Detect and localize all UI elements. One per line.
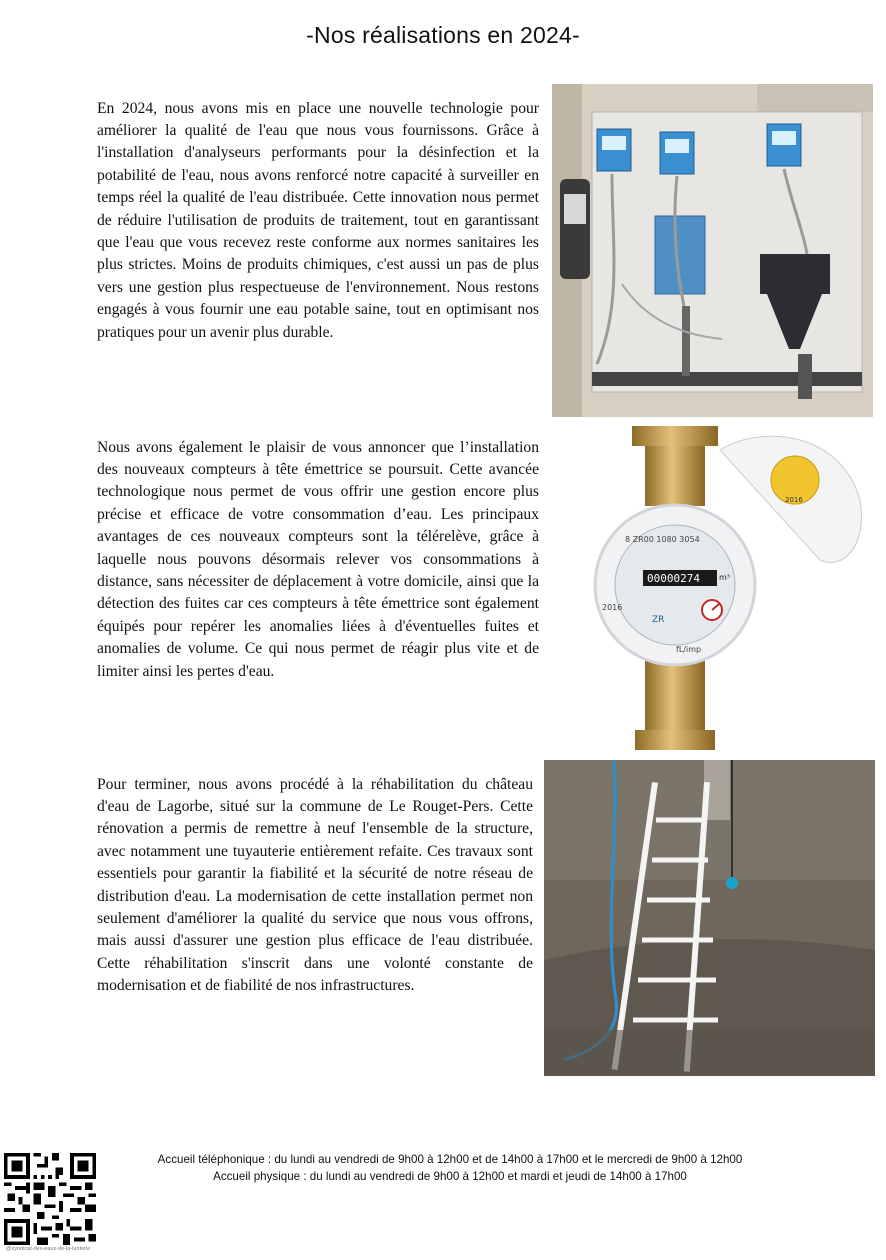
meter-badge: ZR [652, 615, 665, 625]
footer-phone-hours: Accueil téléphonique : du lundi au vendredi de 9h00 à 12h00 et de 14h00 à 17h00 et le mercredi de 9h00 à 12h00 [157, 1153, 743, 1166]
meter-flow-label: fL/imp [676, 645, 702, 654]
section-1-text: En 2024, nous avons mis en place une nouvelle technologie pour améliorer la qualité de l'eau que nous vous fournissons. Grâce à l'installation d'analyseurs performants pour la désinfection et la potabilité de l'eau, nous avons renforcé notre capacité à surveiller en temps réel la qualité de l'eau distribuée. Cette innovation nous permet de réduire l'utilisation de produits de traitement, tout en garantissant que l'eau que vous recevez reste conforme aux normes sanitaires les plus strictes. Moins de produits chimiques, c'est aussi un pas de plus vers une gestion plus respectueuse de l'environnement. Nous restons engagés à vous fournir une eau potable saine, tout en optimisant nos pratiques pour un avenir plus durable. [97, 99, 539, 341]
page-title: -Nos réalisations en 2024- [306, 22, 580, 48]
water-tower-interior-photo [544, 760, 875, 1076]
water-analyzers-illustration [552, 84, 873, 417]
qr-caption: @syndicat-des-eaux-de-la-lunterie [6, 1246, 91, 1252]
meter-unit: m³ [719, 573, 730, 582]
footer-opening-hours [110, 1152, 790, 1185]
water-tower-illustration [544, 760, 875, 1076]
analyzer-unit-left [597, 129, 631, 171]
water-meter-illustration [590, 420, 868, 756]
qr-code[interactable] [4, 1153, 96, 1245]
water-meter-photo [590, 420, 868, 756]
footer-walkin-hours: Accueil physique : du lundi au vendredi de 9h00 à 12h00 et mardi et jeudi de 14h00 à 17h00 [213, 1169, 687, 1183]
water-analyzers-photo [552, 84, 873, 417]
meter-reading: 00000274 [647, 572, 700, 585]
meter-serial: 8 ZR00 1080 3054 [625, 535, 700, 544]
analyzer-unit-middle [660, 132, 694, 174]
meter-cap-year: 2016 [785, 496, 803, 504]
meter-year: 2016 [602, 603, 623, 612]
analyzer-unit-right [767, 124, 801, 166]
section-3-text: Pour terminer, nous avons procédé à la réhabilitation du château d'eau de Lagorbe, situé sur la commune de Le Rouget-Pers. Cette rénovation a permis de remettre à neuf l'ensemble de la structure, avec notamment une tuyauterie entièrement refaite. Ces travaux sont essentiels pour garantir la fiabilité et la sécurité de notre réseau de distribution d'eau. La modernisation de cette installation permet non seulement d'améliorer la qualité du service que nous vous offrons, mais aussi d'assurer une gestion plus efficace de l'eau distribuée. Cette réhabilitation s'inscrit dans une volonté constante de modernisation et de fiabilité de nos infrastructures. [97, 775, 533, 995]
section-2-text: Nous avons également le plaisir de vous annoncer que l’installation des nouveaux compteurs à tête émettrice se poursuit. Cette avancée technologique nous permet de vous offrir une gestion encore plus précise et efficace de votre consommation d’eau. Les principaux avantages de ces nouveaux compteurs sont la télérelève, grâce à laquelle nous pouvons désormais relever vos consommations à distance, sans nécessiter de déplacement à votre domicile, ainsi que la détection des fuites car ces compteurs à tête émettrice sont également équipés pour repérer les anomalies liées à d'éventuelles fuites et anomalies de volume. Ce qui nous permet de réagir plus vite et de limiter ainsi les pertes d'eau. [97, 438, 539, 680]
